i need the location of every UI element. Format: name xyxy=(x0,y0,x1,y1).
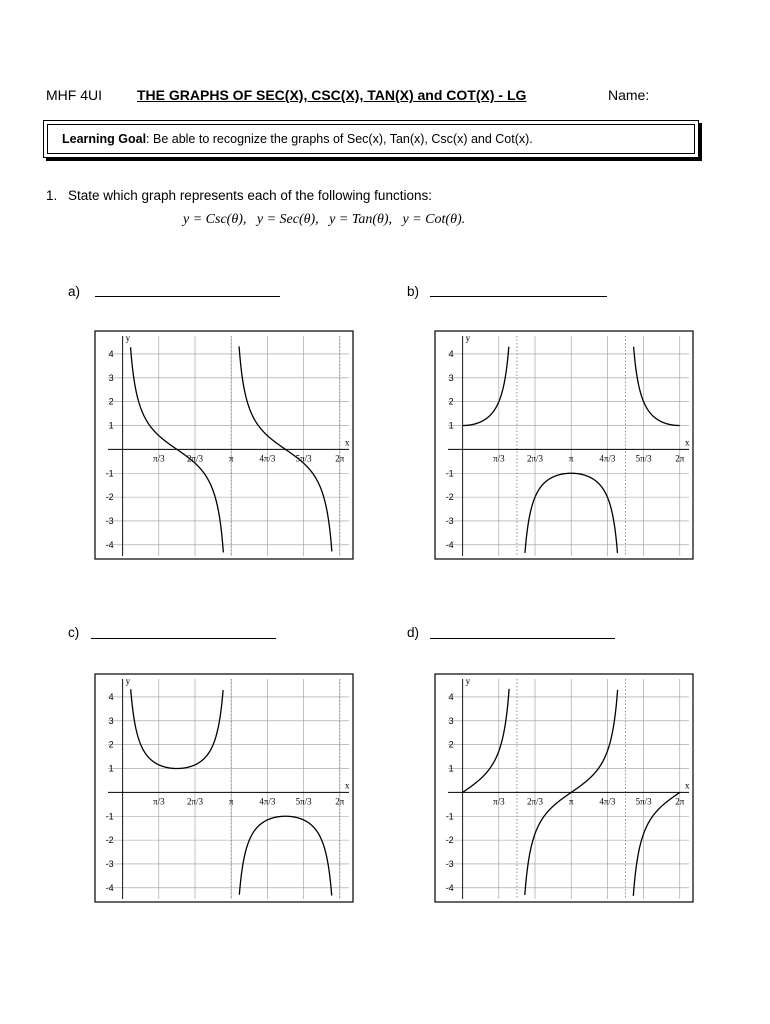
y-tick-label: -1 xyxy=(105,468,114,479)
graph-frame xyxy=(435,331,693,559)
x-tick-label: π/3 xyxy=(153,796,165,807)
x-axis-letter: x xyxy=(685,437,690,448)
x-tick-label: π/3 xyxy=(153,453,165,464)
answer-blank-b[interactable] xyxy=(430,295,607,297)
answer-blank-d[interactable] xyxy=(430,637,615,639)
course-code: MHF 4UI xyxy=(46,87,102,103)
y-axis-letter: y xyxy=(465,676,471,686)
x-tick-label: π xyxy=(228,796,234,807)
y-tick-label: -3 xyxy=(445,515,454,526)
learning-goal-label: Learning Goal xyxy=(62,132,147,146)
x-tick-label: π/3 xyxy=(493,796,505,807)
y-tick-label: 1 xyxy=(448,420,454,431)
x-tick-label: 2π xyxy=(335,453,345,464)
graph-frame xyxy=(435,674,693,902)
graph-d-svg xyxy=(434,673,694,903)
y-tick-label: 1 xyxy=(108,420,114,431)
answer-label-c: c) xyxy=(68,625,80,640)
y-axis-letter: y xyxy=(465,333,471,343)
worksheet-title: THE GRAPHS OF SEC(X), CSC(X), TAN(X) and COT(X) - LG xyxy=(137,87,527,103)
y-tick-label: 4 xyxy=(448,348,454,359)
y-tick-label: -3 xyxy=(445,858,454,869)
x-axis-letter: x xyxy=(685,780,690,791)
graph-d xyxy=(434,673,694,903)
x-axis-letter: x xyxy=(345,780,350,791)
graph-a-svg xyxy=(94,330,354,560)
y-tick-label: -2 xyxy=(445,835,454,846)
y-tick-label: -4 xyxy=(445,882,454,893)
graph-c xyxy=(94,673,354,903)
y-tick-label: 4 xyxy=(108,348,114,359)
x-tick-label: π/3 xyxy=(493,453,505,464)
y-tick-label: 3 xyxy=(448,372,454,383)
y-tick-label: 4 xyxy=(448,691,454,702)
answer-label-d: d) xyxy=(407,625,420,640)
y-tick-label: 1 xyxy=(448,763,454,774)
x-tick-label: 4π/3 xyxy=(599,453,616,464)
y-tick-label: 3 xyxy=(108,715,114,726)
graph-frame xyxy=(95,331,353,559)
answer-label-a: a) xyxy=(68,284,81,299)
answer-label-b: b) xyxy=(407,284,420,299)
x-tick-label: 5π/3 xyxy=(295,796,312,807)
graph-a xyxy=(94,330,354,560)
y-tick-label: 3 xyxy=(108,372,114,383)
y-tick-label: -4 xyxy=(105,882,114,893)
y-tick-label: 2 xyxy=(108,396,114,407)
x-tick-label: 4π/3 xyxy=(259,796,276,807)
x-tick-label: 2π/3 xyxy=(526,796,544,807)
y-tick-label: -1 xyxy=(445,811,454,822)
learning-goal-text: : Be able to recognize the graphs of Sec(x), Tan(x), Csc(x) and Cot(x). xyxy=(146,132,533,146)
x-tick-label: 4π/3 xyxy=(259,453,276,464)
question-number: 1. xyxy=(46,188,58,203)
learning-goal xyxy=(47,124,695,154)
name-label: Name: xyxy=(608,87,650,103)
y-tick-label: -2 xyxy=(105,492,114,503)
x-tick-label: 2π xyxy=(675,796,685,807)
worksheet-header xyxy=(46,87,726,107)
function-list: y = Csc(θ), y = Sec(θ), y = Tan(θ), y = Cot(θ). xyxy=(183,212,466,227)
y-tick-label: 3 xyxy=(448,715,454,726)
graph-frame xyxy=(95,674,353,902)
learning-goal-box xyxy=(43,120,699,158)
y-tick-label: -3 xyxy=(105,858,114,869)
x-axis-letter: x xyxy=(345,437,350,448)
x-tick-label: 2π/3 xyxy=(526,453,544,464)
y-tick-label: -1 xyxy=(445,468,454,479)
graph-b xyxy=(434,330,694,560)
x-tick-label: π xyxy=(228,453,234,464)
y-tick-label: -4 xyxy=(445,539,454,550)
y-tick-label: 2 xyxy=(108,739,114,750)
y-tick-label: -1 xyxy=(105,811,114,822)
question-text: State which graph represents each of the following functions: xyxy=(68,188,432,203)
answer-blank-c[interactable] xyxy=(91,637,276,639)
y-axis-letter: y xyxy=(125,333,131,343)
y-tick-label: 2 xyxy=(448,396,454,407)
x-tick-label: 5π/3 xyxy=(635,453,652,464)
x-tick-label: 5π/3 xyxy=(295,453,312,464)
y-tick-label: 4 xyxy=(108,691,114,702)
y-tick-label: 2 xyxy=(448,739,454,750)
x-tick-label: 5π/3 xyxy=(635,796,652,807)
graph-b-svg xyxy=(434,330,694,560)
y-tick-label: -2 xyxy=(445,492,454,503)
x-tick-label: 4π/3 xyxy=(599,796,616,807)
answer-blank-a[interactable] xyxy=(95,295,280,297)
x-tick-label: 2π xyxy=(675,453,685,464)
x-tick-label: 2π xyxy=(335,796,345,807)
y-tick-label: -2 xyxy=(105,835,114,846)
y-axis-letter: y xyxy=(125,676,131,686)
graph-c-svg xyxy=(94,673,354,903)
question-1 xyxy=(46,188,432,203)
y-tick-label: 1 xyxy=(108,763,114,774)
x-tick-label: π xyxy=(568,453,574,464)
x-tick-label: π xyxy=(568,796,574,807)
y-tick-label: -3 xyxy=(105,515,114,526)
y-tick-label: -4 xyxy=(105,539,114,550)
x-tick-label: 2π/3 xyxy=(186,796,204,807)
x-tick-label: 2π/3 xyxy=(186,453,204,464)
